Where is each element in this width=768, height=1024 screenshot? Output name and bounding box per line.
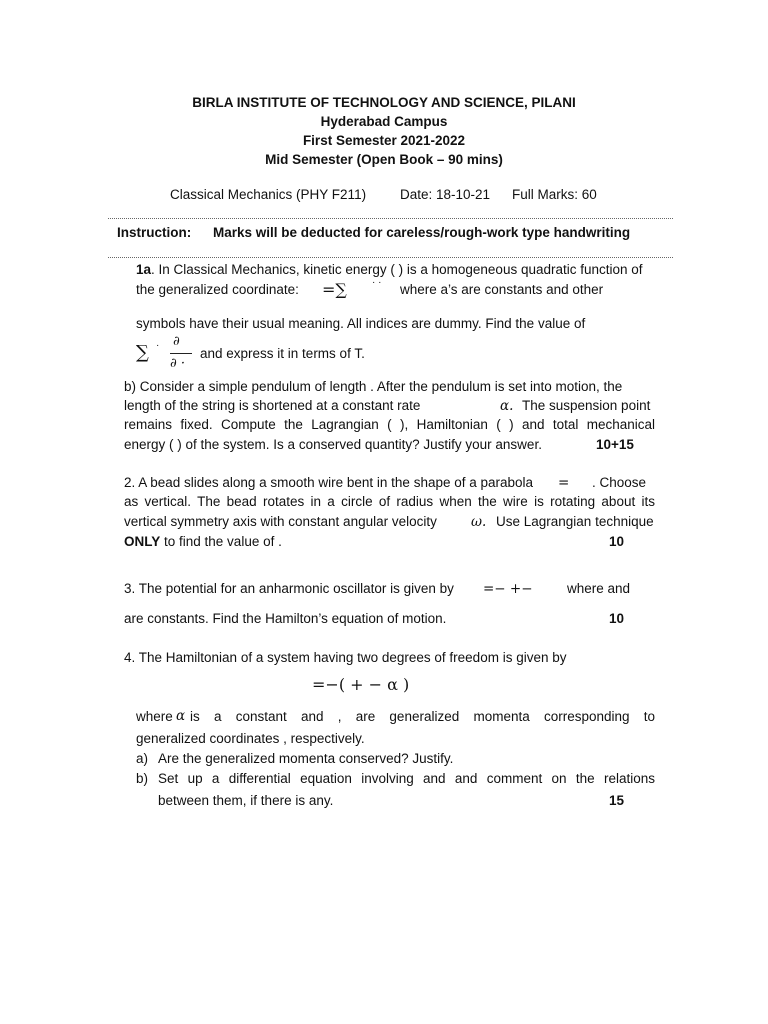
q1a-partial-top: ∂ bbox=[173, 334, 180, 349]
q2-line1a: 2. A bead slides along a smooth wire bent in the shape of a parabola bbox=[124, 475, 534, 490]
course-name: Classical Mechanics (PHY F211) bbox=[170, 187, 367, 202]
q2-only: ONLY bbox=[124, 534, 161, 549]
q1-marks: 10+15 bbox=[596, 437, 634, 452]
q3-marks: 10 bbox=[609, 611, 625, 626]
q4b-label: b) bbox=[136, 771, 149, 786]
q1a-text4: symbols have their usual meaning. All indices are dummy. Find the value of bbox=[136, 316, 586, 331]
q2-line1b: . Choose bbox=[592, 475, 647, 490]
q4-hamiltonian: =−( + − α ) bbox=[312, 675, 410, 694]
q3-equation: =− +− bbox=[483, 581, 533, 597]
exam-title: Mid Semester (Open Book – 90 mins) bbox=[265, 152, 503, 167]
divider-bottom bbox=[108, 257, 673, 258]
q1a-fraction-bar bbox=[170, 353, 192, 354]
q2-line3b: Use Lagrangian technique bbox=[496, 514, 654, 529]
instruction-label: Instruction: bbox=[117, 225, 192, 240]
q4b-text: Set up a differential equation involving and and comment on the relations bbox=[158, 771, 655, 786]
exam-date: Date: 18-10-21 bbox=[400, 187, 491, 202]
q1b-line2b: The suspension point bbox=[522, 398, 651, 413]
q4-marks: 15 bbox=[609, 793, 625, 808]
q4-line3: generalized coordinates , respectively. bbox=[136, 731, 365, 746]
q1a-text3: where a’s are constants and other bbox=[400, 282, 604, 297]
q4-line1: 4. The Hamiltonian of a system having two degrees of freedom is given by bbox=[124, 650, 567, 665]
q3-line1a: 3. The potential for an anharmonic oscillator is given by bbox=[124, 581, 454, 596]
q4b-text2: between them, if there is any. bbox=[158, 793, 334, 808]
q4a-text: Are the generalized momenta conserved? Justify. bbox=[158, 751, 454, 766]
institute-title: BIRLA INSTITUTE OF TECHNOLOGY AND SCIENCE, PILANI bbox=[192, 95, 576, 110]
q2-equation: = bbox=[558, 475, 570, 491]
q2-line4-text: to find the value of . bbox=[160, 534, 282, 549]
q2-omega: ω. bbox=[471, 514, 487, 530]
divider-top bbox=[108, 218, 673, 219]
instruction bbox=[117, 225, 630, 240]
q1a-equation-sum: =∑ bbox=[322, 280, 347, 299]
q1a-sum-symbol: ∑ bbox=[136, 342, 149, 363]
q2-line3a: vertical symmetry axis with constant angular velocity bbox=[124, 514, 437, 529]
q1b-line2a: length of the string is shortened at a constant rate bbox=[124, 398, 421, 413]
q1b-line1: b) Consider a simple pendulum of length . After the pendulum is set into motion, the bbox=[124, 379, 623, 394]
q2-line2: as vertical. The bead rotates in a circle of radius when the wire is rotating about its bbox=[124, 494, 655, 509]
semester-title: First Semester 2021-2022 bbox=[302, 133, 466, 148]
q4-line2a: where bbox=[136, 709, 173, 724]
q1a-line1 bbox=[136, 262, 643, 277]
q1a-text1: . In Classical Mechanics, kinetic energy ( ) is a homogeneous quadratic function of bbox=[151, 262, 643, 277]
instruction-text: Marks will be deducted for careless/rough-work type handwriting bbox=[213, 225, 631, 240]
q4-line2b: is a constant and , are generalized momenta corresponding to bbox=[190, 709, 655, 724]
q1a-partial-bottom: ∂ · bbox=[170, 356, 185, 371]
q1b-line3: remains fixed. Compute the Lagrangian ( ), Hamiltonian ( ) and total mechanical bbox=[124, 417, 655, 432]
q3-line2: are constants. Find the Hamilton’s equation of motion. bbox=[124, 611, 447, 626]
q2-line4 bbox=[124, 534, 282, 549]
campus-title: Hyderabad Campus bbox=[320, 114, 448, 129]
q1a-dots: · · bbox=[372, 277, 382, 288]
q1a-number: 1a bbox=[136, 262, 152, 277]
q1a-text5: and express it in terms of T. bbox=[200, 346, 365, 361]
q1b-alpha: α. bbox=[500, 398, 514, 414]
q1a-text2: the generalized coordinate: bbox=[136, 282, 299, 297]
q4-alpha: α bbox=[176, 708, 186, 724]
full-marks: Full Marks: 60 bbox=[512, 187, 597, 202]
q1b-line4: energy ( ) of the system. Is a conserved quantity? Justify your answer. bbox=[124, 437, 542, 452]
q1a-sum-dot: · bbox=[156, 340, 160, 351]
q4a-label: a) bbox=[136, 751, 149, 766]
q2-marks: 10 bbox=[609, 534, 625, 549]
q3-line1b: where and bbox=[567, 581, 631, 596]
